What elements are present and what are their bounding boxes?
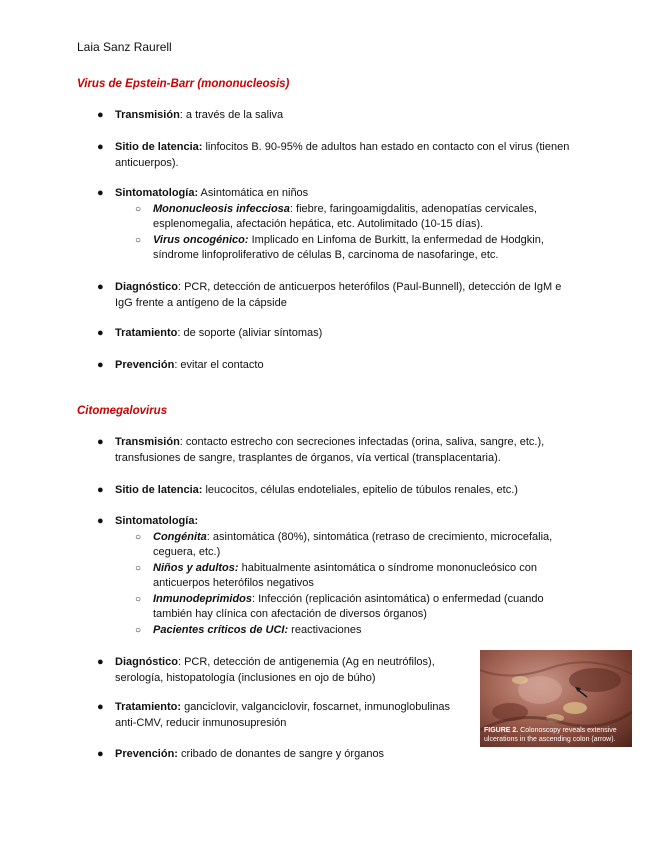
- bullet: ●: [97, 109, 104, 121]
- sub-bullet: ○: [135, 234, 142, 246]
- bullet: ●: [97, 515, 104, 527]
- cmv-transmision-item: [97, 435, 577, 466]
- item-sep: :: [179, 109, 183, 121]
- item-text: [115, 700, 457, 731]
- item-value: linfocitos B. 90-95% de adultos han estado en contacto con el virus (tienen anticuerpos).: [115, 141, 570, 169]
- bullet: ●: [97, 748, 104, 760]
- ebv-diagnostico-item: [97, 280, 577, 311]
- sub-bullet: ○: [135, 624, 142, 636]
- sub-item: [97, 592, 577, 623]
- item-key: Tratamiento: [115, 327, 178, 339]
- item-text: [115, 186, 577, 202]
- item-value: a través de la saliva: [182, 109, 284, 121]
- sub-bullet: ○: [135, 531, 142, 543]
- item-key: Prevención: [115, 359, 175, 371]
- bullet: ●: [97, 141, 104, 153]
- sub-bullet: ○: [135, 593, 142, 605]
- item-value: PCR, detección de antigenemia (Ag en neutrófilos), serología, histopatología (inclusiones en ojo de búho): [115, 656, 435, 684]
- item-text: [115, 483, 577, 499]
- ebv-latencia-item: [97, 140, 577, 171]
- bullet: ●: [97, 701, 104, 713]
- sub-item: [97, 530, 577, 561]
- sub-item-key: Inmunodeprimidos: [153, 592, 252, 605]
- item-value: de soporte (aliviar síntomas): [180, 327, 323, 339]
- item-key: Diagnóstico: [115, 656, 178, 668]
- caption-text: Colonoscopy reveals extensive ulcerations in the ascending colon (arrow).: [484, 727, 617, 743]
- item-key: Transmisión: [115, 436, 180, 448]
- sub-item-key: Virus oncogénico:: [153, 233, 249, 246]
- item-sep: :: [174, 359, 178, 371]
- colonoscopy-figure: [480, 650, 632, 747]
- sub-bullet: ○: [135, 562, 142, 574]
- item-value: leucocitos, células endoteliales, epitelio de túbulos renales, etc.): [202, 484, 518, 496]
- bullet: ●: [97, 359, 104, 371]
- item-value: ganciclovir, valganciclovir, foscarnet, inmunoglobulinas anti-CMV, reducir inmunosupresión: [115, 701, 451, 729]
- ebv-prevencion-item: [97, 358, 577, 374]
- ebv-sintomatologia-sublist: [97, 202, 577, 264]
- bullet: ●: [97, 281, 104, 293]
- item-key: Sintomatología:: [115, 515, 199, 527]
- bullet: ●: [97, 327, 104, 339]
- item-text: [115, 747, 577, 763]
- item-key: Sintomatología:: [115, 187, 199, 199]
- figure-caption: [484, 727, 630, 744]
- item-value: PCR, detección de anticuerpos heterófilos (Paul-Bunnell), detección de IgM e IgG frente a antígeno de la cápside: [115, 281, 562, 309]
- item-key: Diagnóstico: [115, 281, 178, 293]
- item-text: [115, 280, 577, 311]
- bullet: ●: [97, 656, 104, 668]
- item-sep: :: [177, 656, 182, 668]
- item-sep: :: [177, 327, 181, 339]
- item-text: [115, 435, 577, 466]
- item-key: Transmisión: [115, 109, 180, 121]
- sub-bullet: ○: [135, 203, 142, 215]
- item-value: cribado de donantes de sangre y órganos: [177, 748, 385, 760]
- cmv-sintomatologia-sublist: [97, 530, 577, 639]
- item-text: [115, 108, 577, 124]
- sub-item-sep: :: [289, 202, 293, 215]
- sub-item-value: asintomática (80%), sintomática (retraso de crecimiento, microcefalia, ceguera, etc.): [153, 530, 553, 558]
- item-value: evitar el contacto: [177, 359, 264, 371]
- item-key: Tratamiento:: [115, 701, 182, 713]
- sub-item-value: Implicado en Linfoma de Burkitt, la enfermedad de Hodgkin, síndrome linfoproliferativo de células B, carcinoma de nasofaringe, etc.: [153, 233, 544, 261]
- sub-item: [97, 623, 577, 639]
- item-key: Sitio de latencia:: [115, 141, 203, 153]
- item-text: [115, 358, 577, 374]
- section-title-citomegalovirus: Citomegalovirus: [77, 405, 168, 417]
- bullet: ●: [97, 187, 104, 199]
- author-name: Laia Sanz Raurell: [77, 40, 172, 54]
- cmv-sintomatologia-item: [97, 514, 577, 638]
- caption-label: FIGURE 2.: [484, 727, 519, 734]
- cmv-latencia-item: [97, 483, 577, 499]
- item-value: Asintomática en niños: [198, 187, 309, 199]
- sub-item-value: fiebre, faringoamigdalitis, adenopatías cervicales, esplenomegalia, afectación hepática, etc. Autolimitado (10-15 días).: [153, 202, 537, 230]
- item-text: [115, 326, 577, 342]
- item-text: [115, 514, 577, 530]
- item-key: Prevención:: [115, 748, 178, 760]
- item-value: contacto estrecho con secreciones infectadas (orina, saliva, sangre, etc.), transfusiones de sangre, trasplantes de órganos, vía vertical (transplacentaria).: [115, 436, 545, 464]
- sub-item-value: Infección (replicación asintomática) o enfermedad (cuando también hay clínica con afectación de diversos órganos): [153, 592, 544, 620]
- cmv-diagnostico-item: [97, 655, 457, 686]
- bullet: ●: [97, 436, 104, 448]
- sub-item: [97, 233, 577, 264]
- sub-item: [97, 561, 577, 592]
- cmv-tratamiento-item: [97, 700, 457, 731]
- sub-item: [97, 202, 577, 233]
- sub-item-sep: :: [252, 592, 256, 605]
- ebv-sintomatologia-item: [97, 186, 577, 264]
- item-sep: :: [177, 281, 182, 293]
- item-text: [115, 140, 577, 171]
- item-text: [115, 655, 457, 686]
- item-key: Sitio de latencia:: [115, 484, 203, 496]
- sub-item-value: habitualmente asintomática o síndrome mononucleósico con anticuerpos heterófilos negativos: [153, 561, 537, 589]
- section-title-epstein-barr: Virus de Epstein-Barr (mononucleosis): [77, 78, 290, 90]
- item-sep: :: [179, 436, 183, 448]
- sub-item-value: reactivaciones: [288, 623, 362, 636]
- sub-item-key: Pacientes críticos de UCI:: [153, 623, 289, 636]
- sub-item-key: Mononucleosis infecciosa: [153, 202, 290, 215]
- sub-item-key: Niños y adultos:: [153, 561, 239, 574]
- ebv-tratamiento-item: [97, 326, 577, 342]
- cmv-prevencion-item: [97, 747, 577, 763]
- bullet: ●: [97, 484, 104, 496]
- sub-item-key: Congénita: [153, 530, 207, 543]
- sub-item-sep: :: [206, 530, 210, 543]
- ebv-transmision-item: [97, 108, 577, 124]
